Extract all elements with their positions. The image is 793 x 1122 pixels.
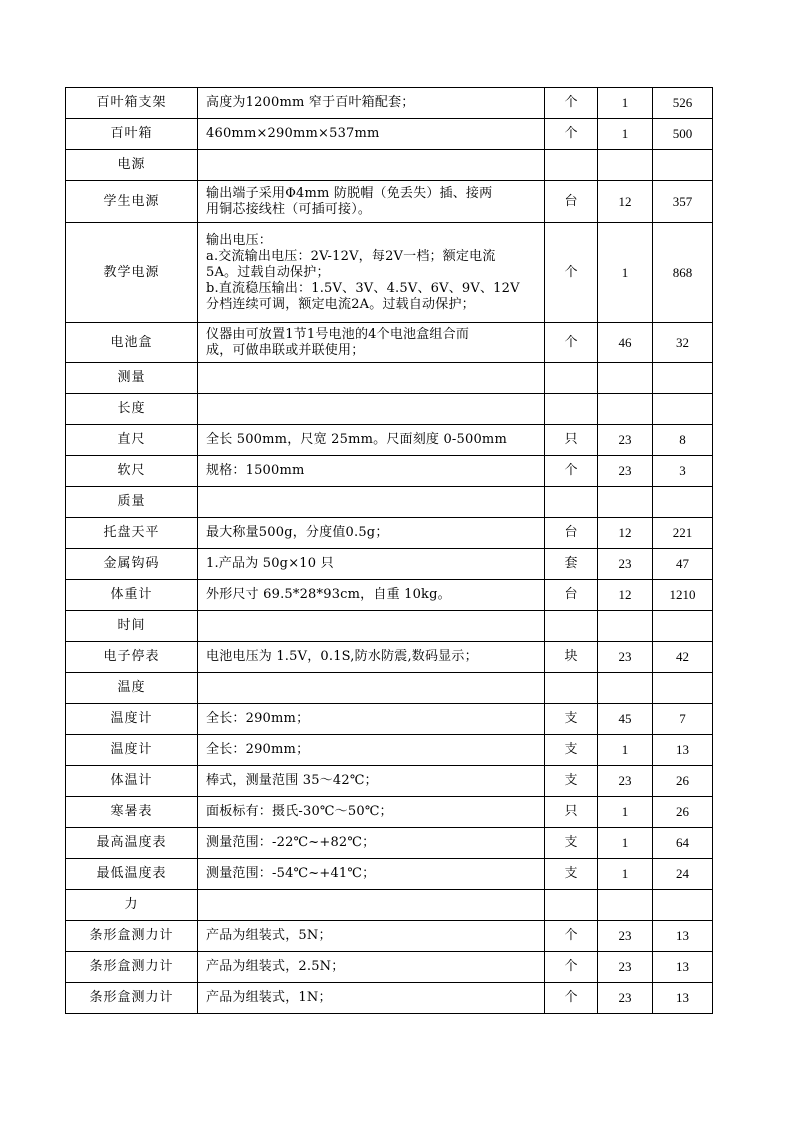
table-row (66, 921, 713, 952)
item-price-cell: 24 (653, 859, 713, 890)
item-quantity-cell (598, 487, 653, 518)
spec-line: 分档连续可调，额定电流2A。过载自动保护； (206, 296, 475, 312)
item-spec-cell (198, 952, 545, 983)
item-quantity-cell: 23 (598, 642, 653, 673)
item-spec-cell (198, 487, 545, 518)
item-unit-cell (545, 363, 598, 394)
item-name-cell: 最高温度表 (66, 828, 198, 859)
item-spec-cell (198, 181, 545, 223)
table-row (66, 223, 713, 323)
table-row (66, 88, 713, 119)
item-spec-cell (198, 88, 545, 119)
table-row (66, 859, 713, 890)
item-price-cell: 13 (653, 921, 713, 952)
item-name-cell: 电子停表 (66, 642, 198, 673)
item-price-cell: 3 (653, 456, 713, 487)
table-row (66, 487, 713, 518)
item-spec-cell (198, 611, 545, 642)
item-name-cell: 学生电源 (66, 181, 198, 223)
item-name-cell: 电源 (66, 150, 198, 181)
item-spec-cell (198, 425, 545, 456)
table-row (66, 518, 713, 549)
table-row (66, 611, 713, 642)
item-price-cell (653, 150, 713, 181)
item-name-cell: 直尺 (66, 425, 198, 456)
item-quantity-cell: 45 (598, 704, 653, 735)
item-name-cell: 条形盒测力计 (66, 952, 198, 983)
table-row (66, 828, 713, 859)
item-name-cell: 条形盒测力计 (66, 921, 198, 952)
item-quantity-cell: 23 (598, 952, 653, 983)
item-quantity-cell: 1 (598, 828, 653, 859)
item-spec-cell (198, 150, 545, 181)
item-quantity-cell: 23 (598, 983, 653, 1014)
spec-line: a.交流输出电压：2V-12V，每2V一档；额定电流 (206, 248, 496, 264)
item-price-cell: 221 (653, 518, 713, 549)
item-quantity-cell: 12 (598, 518, 653, 549)
spec-line: 测量范围：-54℃~+41℃； (206, 866, 376, 881)
item-spec-cell (198, 673, 545, 704)
item-spec-cell (198, 704, 545, 735)
spec-line: 1.产品为 50g×10 只 (206, 556, 334, 571)
item-spec-cell (198, 394, 545, 425)
spec-line: 全长：290mm； (206, 711, 310, 726)
item-quantity-cell: 12 (598, 580, 653, 611)
item-quantity-cell: 1 (598, 735, 653, 766)
item-name-cell: 体重计 (66, 580, 198, 611)
item-unit-cell: 个 (545, 323, 598, 363)
table-row (66, 983, 713, 1014)
spec-line: 外形尺寸 69.5*28*93cm，自重 10kg。 (206, 587, 451, 602)
item-name-cell: 温度计 (66, 735, 198, 766)
spec-line: 输出端子采用Φ4mm 防脱帽（免丢失）插、接两 (206, 185, 493, 201)
item-unit-cell: 个 (545, 223, 598, 323)
item-quantity-cell: 1 (598, 223, 653, 323)
item-unit-cell: 支 (545, 859, 598, 890)
equipment-table-body (66, 88, 713, 1014)
item-price-cell: 7 (653, 704, 713, 735)
item-quantity-cell: 1 (598, 859, 653, 890)
item-quantity-cell (598, 611, 653, 642)
spec-line: 规格：1500mm (206, 463, 305, 478)
item-spec-cell (198, 983, 545, 1014)
item-name-cell: 时间 (66, 611, 198, 642)
spec-line: 产品为组装式，5N； (206, 928, 332, 943)
spec-line: 5A。过载自动保护； (206, 264, 330, 280)
item-name-cell: 温度 (66, 673, 198, 704)
table-row (66, 549, 713, 580)
spec-line: 测量范围：-22℃~+82℃； (206, 835, 376, 850)
item-price-cell: 8 (653, 425, 713, 456)
item-price-cell: 500 (653, 119, 713, 150)
item-spec-cell (198, 580, 545, 611)
item-name-cell: 托盘天平 (66, 518, 198, 549)
item-price-cell: 64 (653, 828, 713, 859)
item-unit-cell: 只 (545, 425, 598, 456)
spec-line: 全长 500mm，尺宽 25mm。尺面刻度 0-500mm (206, 432, 507, 447)
item-unit-cell: 台 (545, 518, 598, 549)
spec-line: 仪器由可放置1节1号电池的4个电池盒组合而 (206, 326, 470, 342)
item-quantity-cell: 23 (598, 456, 653, 487)
item-unit-cell: 只 (545, 797, 598, 828)
item-quantity-cell: 23 (598, 549, 653, 580)
item-name-cell: 电池盒 (66, 323, 198, 363)
item-price-cell: 868 (653, 223, 713, 323)
item-price-cell: 13 (653, 952, 713, 983)
item-price-cell: 13 (653, 735, 713, 766)
item-spec-cell (198, 363, 545, 394)
item-name-cell: 金属钩码 (66, 549, 198, 580)
table-row (66, 735, 713, 766)
item-quantity-cell: 1 (598, 119, 653, 150)
table-row (66, 119, 713, 150)
spec-line: 高度为1200mm 窄于百叶箱配套； (206, 95, 415, 110)
table-row (66, 642, 713, 673)
item-quantity-cell: 23 (598, 921, 653, 952)
item-unit-cell: 个 (545, 456, 598, 487)
item-spec-cell (198, 921, 545, 952)
item-unit-cell (545, 487, 598, 518)
item-quantity-cell: 1 (598, 797, 653, 828)
item-price-cell (653, 890, 713, 921)
table-row (66, 394, 713, 425)
item-unit-cell: 个 (545, 88, 598, 119)
item-spec-cell (198, 518, 545, 549)
item-unit-cell: 支 (545, 704, 598, 735)
table-row (66, 797, 713, 828)
spec-line: b.直流稳压输出：1.5V、3V、4.5V、6V、9V、12V (206, 280, 520, 296)
item-unit-cell: 个 (545, 983, 598, 1014)
item-quantity-cell: 12 (598, 181, 653, 223)
item-name-cell: 软尺 (66, 456, 198, 487)
item-spec-cell (198, 642, 545, 673)
item-spec-cell (198, 119, 545, 150)
spec-line: 用铜芯接线柱（可插可接）。 (206, 201, 372, 217)
item-name-cell: 测量 (66, 363, 198, 394)
spec-line: 产品为组装式，1N； (206, 990, 332, 1005)
table-row (66, 181, 713, 223)
spec-line: 成，可做串联或并联使用； (206, 342, 365, 358)
item-spec-cell (198, 456, 545, 487)
item-name-cell: 百叶箱 (66, 119, 198, 150)
item-price-cell: 26 (653, 797, 713, 828)
item-spec-cell (198, 223, 545, 323)
item-price-cell (653, 487, 713, 518)
item-unit-cell: 个 (545, 952, 598, 983)
item-quantity-cell (598, 673, 653, 704)
item-price-cell: 1210 (653, 580, 713, 611)
item-name-cell: 百叶箱支架 (66, 88, 198, 119)
table-row (66, 425, 713, 456)
item-unit-cell (545, 890, 598, 921)
spec-line: 最大称量500g，分度值0.5g； (206, 525, 389, 540)
item-spec-cell (198, 766, 545, 797)
item-spec-cell (198, 828, 545, 859)
item-spec-cell (198, 549, 545, 580)
table-row (66, 766, 713, 797)
item-name-cell: 质量 (66, 487, 198, 518)
item-price-cell (653, 363, 713, 394)
table-row (66, 673, 713, 704)
table-row (66, 704, 713, 735)
item-unit-cell: 个 (545, 921, 598, 952)
item-quantity-cell: 23 (598, 766, 653, 797)
table-row (66, 580, 713, 611)
item-price-cell (653, 611, 713, 642)
item-name-cell: 长度 (66, 394, 198, 425)
item-unit-cell (545, 394, 598, 425)
item-name-cell: 力 (66, 890, 198, 921)
item-unit-cell (545, 611, 598, 642)
table-row (66, 456, 713, 487)
item-quantity-cell (598, 890, 653, 921)
item-price-cell: 357 (653, 181, 713, 223)
table-row (66, 890, 713, 921)
item-price-cell: 13 (653, 983, 713, 1014)
item-quantity-cell (598, 363, 653, 394)
item-quantity-cell: 46 (598, 323, 653, 363)
item-name-cell: 体温计 (66, 766, 198, 797)
table-row (66, 150, 713, 181)
item-name-cell: 教学电源 (66, 223, 198, 323)
item-unit-cell: 台 (545, 580, 598, 611)
spec-line: 输出电压： (206, 232, 273, 248)
item-price-cell: 26 (653, 766, 713, 797)
item-unit-cell: 套 (545, 549, 598, 580)
item-name-cell: 寒暑表 (66, 797, 198, 828)
item-unit-cell: 支 (545, 735, 598, 766)
item-unit-cell (545, 150, 598, 181)
spec-line: 460mm×290mm×537mm (206, 126, 380, 141)
table-row (66, 363, 713, 394)
item-price-cell (653, 394, 713, 425)
spec-line: 棒式，测量范围 35～42℃； (206, 773, 378, 788)
item-name-cell: 条形盒测力计 (66, 983, 198, 1014)
table-row (66, 323, 713, 363)
item-unit-cell: 块 (545, 642, 598, 673)
item-unit-cell: 支 (545, 766, 598, 797)
item-price-cell (653, 673, 713, 704)
item-spec-cell (198, 859, 545, 890)
equipment-table (65, 87, 713, 1014)
item-price-cell: 42 (653, 642, 713, 673)
item-spec-cell (198, 735, 545, 766)
item-quantity-cell: 23 (598, 425, 653, 456)
item-quantity-cell (598, 150, 653, 181)
item-quantity-cell (598, 394, 653, 425)
item-unit-cell (545, 673, 598, 704)
item-unit-cell: 台 (545, 181, 598, 223)
item-spec-cell (198, 323, 545, 363)
item-name-cell: 温度计 (66, 704, 198, 735)
spec-line: 产品为组装式，2.5N； (206, 959, 345, 974)
spec-line: 电池电压为 1.5V，0.1S,防水防震,数码显示； (206, 649, 478, 664)
item-name-cell: 最低温度表 (66, 859, 198, 890)
item-spec-cell (198, 797, 545, 828)
item-unit-cell: 支 (545, 828, 598, 859)
item-price-cell: 47 (653, 549, 713, 580)
item-unit-cell: 个 (545, 119, 598, 150)
item-spec-cell (198, 890, 545, 921)
item-quantity-cell: 1 (598, 88, 653, 119)
spec-line: 面板标有：摄氏-30℃～50℃； (206, 804, 393, 819)
item-price-cell: 32 (653, 323, 713, 363)
table-row (66, 952, 713, 983)
spec-line: 全长：290mm； (206, 742, 310, 757)
item-price-cell: 526 (653, 88, 713, 119)
